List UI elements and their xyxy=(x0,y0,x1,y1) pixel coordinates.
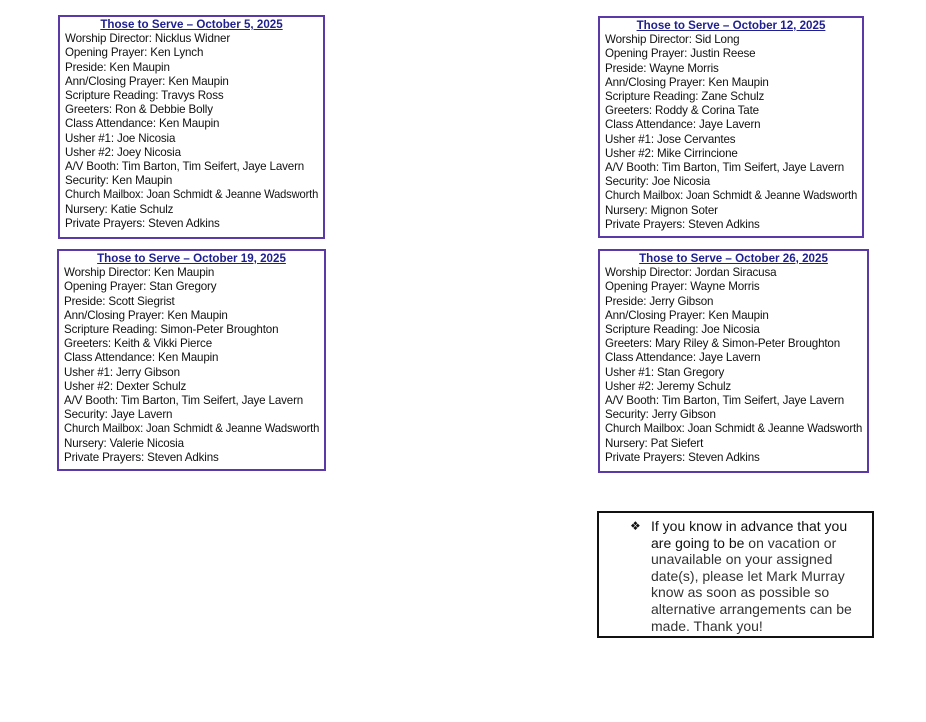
schedule-row: Class Attendance: Jaye Lavern xyxy=(605,118,761,132)
schedule-row: Scripture Reading: Zane Schulz xyxy=(605,90,765,104)
schedule-row: Usher #1: Jerry Gibson xyxy=(64,365,180,379)
schedule-row: Opening Prayer: Ken Lynch xyxy=(65,46,204,60)
schedule-row: Opening Prayer: Wayne Morris xyxy=(605,280,760,294)
schedule-title: Those to Serve – October 19, 2025 xyxy=(97,252,286,265)
schedule-row: Private Prayers: Steven Adkins xyxy=(64,450,219,464)
schedule-row: Church Mailbox: Joan Schmidt & Jeanne Wadsworth xyxy=(65,188,319,202)
schedule-row: Nursery: Pat Siefert xyxy=(605,436,704,450)
schedule-row: Usher #1: Jose Cervantes xyxy=(605,132,736,146)
schedule-title: Those to Serve – October 5, 2025 xyxy=(100,18,283,31)
schedule-row: Opening Prayer: Justin Reese xyxy=(605,47,756,61)
schedule-row: Usher #2: Joey Nicosia xyxy=(65,145,181,159)
serve-schedule-oct-26 xyxy=(598,249,869,473)
schedule-row: Security: Jaye Lavern xyxy=(64,408,173,422)
schedule-row: Preside: Jerry Gibson xyxy=(605,294,714,308)
schedule-row: Worship Director: Ken Maupin xyxy=(64,266,215,280)
note-first-line: If you know in advance that you are going to be xyxy=(651,518,848,551)
diamond-bullet-icon: ❖ xyxy=(630,519,641,533)
schedule-row: A/V Booth: Tim Barton, Tim Seifert, Jaye Lavern xyxy=(64,394,304,408)
schedule-row: Ann/Closing Prayer: Ken Maupin xyxy=(605,308,769,322)
schedule-row: Nursery: Katie Schulz xyxy=(65,202,174,216)
schedule-row: Private Prayers: Steven Adkins xyxy=(605,450,760,464)
schedule-row: Usher #2: Jeremy Schulz xyxy=(605,379,732,393)
schedule-row: Security: Joe Nicosia xyxy=(605,175,711,189)
schedule-row: Church Mailbox: Joan Schmidt & Jeanne Wadsworth xyxy=(64,422,320,436)
serve-schedule-oct-12 xyxy=(598,16,864,238)
schedule-row: Church Mailbox: Joan Schmidt & Jeanne Wadsworth xyxy=(605,189,858,203)
schedule-row: Scripture Reading: Joe Nicosia xyxy=(605,323,760,337)
schedule-row: Greeters: Roddy & Corina Tate xyxy=(605,104,759,118)
schedule-row: A/V Booth: Tim Barton, Tim Seifert, Jaye Lavern xyxy=(605,394,845,408)
schedule-row: Scripture Reading: Travys Ross xyxy=(65,89,224,103)
schedule-row: Opening Prayer: Stan Gregory xyxy=(64,280,217,294)
schedule-row: Ann/Closing Prayer: Ken Maupin xyxy=(605,75,769,89)
schedule-title: Those to Serve – October 26, 2025 xyxy=(639,252,828,265)
schedule-row: Greeters: Mary Riley & Simon-Peter Broughton xyxy=(605,337,841,351)
schedule-row: Usher #1: Stan Gregory xyxy=(605,365,725,379)
schedule-row: Nursery: Mignon Soter xyxy=(605,203,718,217)
schedule-row: Nursery: Valerie Nicosia xyxy=(64,436,184,450)
schedule-row: Preside: Scott Siegrist xyxy=(64,294,175,308)
schedule-row: Private Prayers: Steven Adkins xyxy=(605,217,760,231)
schedule-row: Class Attendance: Ken Maupin xyxy=(65,117,220,131)
schedule-row: Worship Director: Sid Long xyxy=(605,33,740,47)
schedule-row: Greeters: Keith & Vikki Pierce xyxy=(64,337,212,351)
schedule-row: Greeters: Ron & Debbie Bolly xyxy=(65,103,213,117)
availability-note xyxy=(597,511,874,638)
schedule-row: Church Mailbox: Joan Schmidt & Jeanne Wadsworth xyxy=(605,422,863,436)
schedule-row: Usher #2: Mike Cirrincione xyxy=(605,146,738,160)
schedule-row: Private Prayers: Steven Adkins xyxy=(65,216,220,230)
serve-schedule-oct-5 xyxy=(58,15,325,239)
schedule-row: A/V Booth: Tim Barton, Tim Seifert, Jaye Lavern xyxy=(605,161,845,175)
schedule-row: Preside: Ken Maupin xyxy=(65,60,170,74)
schedule-row: Security: Ken Maupin xyxy=(65,174,173,188)
schedule-row: Ann/Closing Prayer: Ken Maupin xyxy=(64,308,228,322)
serve-schedule-oct-19 xyxy=(57,249,326,471)
note-rest: on vacation or unavailable on your assigned date(s), please let Mark Murray know as soon as possible so alternative arrangements can be made. Thank you! xyxy=(651,534,852,634)
schedule-row: Usher #1: Joe Nicosia xyxy=(65,131,176,145)
schedule-row: A/V Booth: Tim Barton, Tim Seifert, Jaye Lavern xyxy=(65,160,305,174)
schedule-row: Class Attendance: Ken Maupin xyxy=(64,351,219,365)
schedule-row: Preside: Wayne Morris xyxy=(605,61,719,75)
note-text xyxy=(651,518,866,634)
schedule-row: Class Attendance: Jaye Lavern xyxy=(605,351,761,365)
schedule-row: Scripture Reading: Simon-Peter Broughton xyxy=(64,323,279,337)
schedule-row: Worship Director: Nicklus Widner xyxy=(65,32,231,46)
schedule-row: Ann/Closing Prayer: Ken Maupin xyxy=(65,74,229,88)
schedule-title: Those to Serve – October 12, 2025 xyxy=(636,19,826,32)
schedule-row: Worship Director: Jordan Siracusa xyxy=(605,266,777,280)
schedule-row: Usher #2: Dexter Schulz xyxy=(64,379,187,393)
schedule-row: Security: Jerry Gibson xyxy=(605,408,716,422)
